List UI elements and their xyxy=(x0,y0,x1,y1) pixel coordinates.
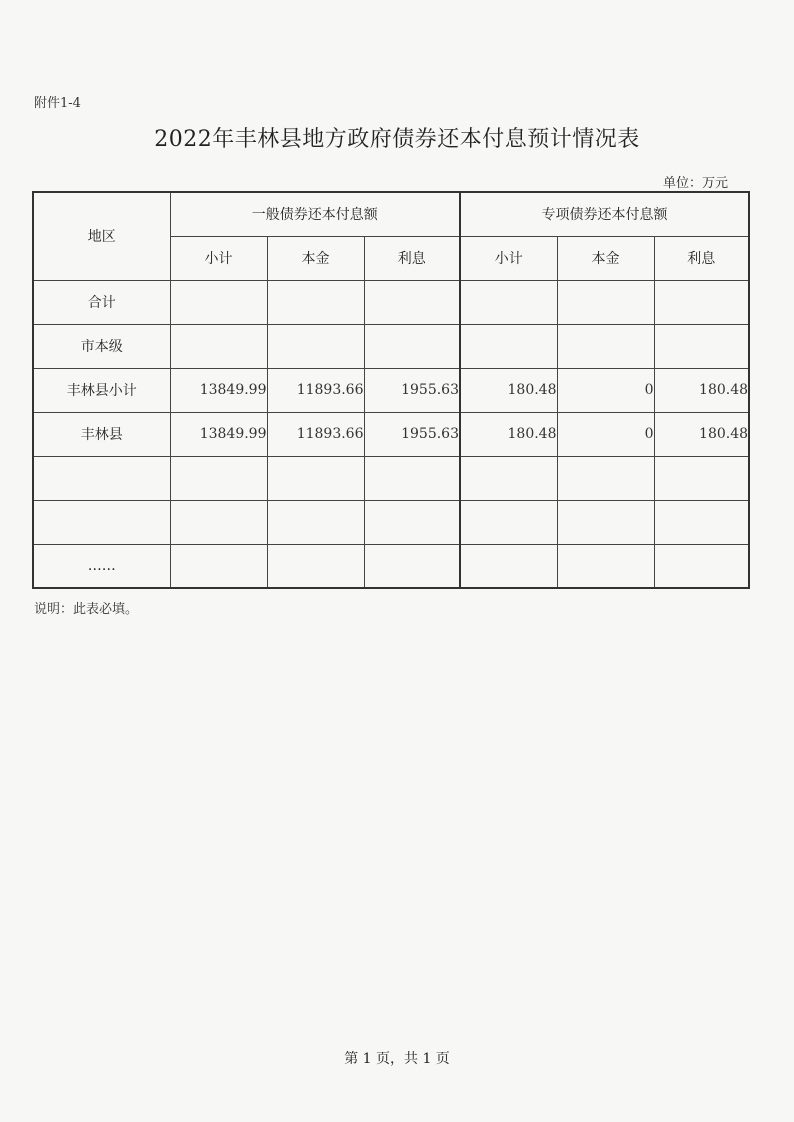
value-cell xyxy=(557,500,654,544)
value-cell xyxy=(654,500,749,544)
value-cell xyxy=(557,544,654,588)
value-cell xyxy=(364,456,460,500)
value-cell: 0 xyxy=(557,412,654,456)
value-cell: 13849.99 xyxy=(170,412,267,456)
value-cell xyxy=(557,456,654,500)
general-subtotal-header: 小计 xyxy=(170,236,267,280)
value-cell xyxy=(460,324,557,368)
value-cell xyxy=(460,456,557,500)
value-cell xyxy=(654,324,749,368)
value-cell xyxy=(267,324,364,368)
table-note: 说明：此表必填。 xyxy=(34,602,139,617)
value-cell xyxy=(267,544,364,588)
value-cell xyxy=(364,544,460,588)
value-cell: 11893.66 xyxy=(267,412,364,456)
value-cell xyxy=(170,544,267,588)
region-cell: 合计 xyxy=(33,280,170,324)
general-interest-header: 利息 xyxy=(364,236,460,280)
value-cell xyxy=(267,280,364,324)
general-bond-header: 一般债券还本付息额 xyxy=(170,192,460,236)
table-row xyxy=(33,324,749,368)
value-cell xyxy=(654,280,749,324)
table-row xyxy=(33,456,749,500)
value-cell: 0 xyxy=(557,368,654,412)
value-cell xyxy=(267,456,364,500)
value-cell: 180.48 xyxy=(460,412,557,456)
value-cell: 180.48 xyxy=(654,412,749,456)
value-cell: 1955.63 xyxy=(364,412,460,456)
value-cell xyxy=(654,544,749,588)
table-row xyxy=(33,412,749,456)
value-cell xyxy=(267,500,364,544)
special-bond-header: 专项债券还本付息额 xyxy=(460,192,749,236)
region-header: 地区 xyxy=(33,192,170,280)
table-row xyxy=(33,368,749,412)
value-cell xyxy=(364,324,460,368)
value-cell xyxy=(364,500,460,544)
value-cell xyxy=(170,280,267,324)
value-cell: 180.48 xyxy=(460,368,557,412)
value-cell xyxy=(557,280,654,324)
value-cell xyxy=(170,324,267,368)
debt-table xyxy=(32,191,750,589)
special-interest-header: 利息 xyxy=(654,236,749,280)
region-cell xyxy=(33,456,170,500)
value-cell: 11893.66 xyxy=(267,368,364,412)
region-cell: 丰林县 xyxy=(33,412,170,456)
table-row xyxy=(33,500,749,544)
attachment-label: 附件1-4 xyxy=(34,96,81,111)
table-row xyxy=(33,280,749,324)
region-cell: 市本级 xyxy=(33,324,170,368)
value-cell xyxy=(364,280,460,324)
unit-label: 单位：万元 xyxy=(662,176,728,191)
region-cell: 丰林县小计 xyxy=(33,368,170,412)
value-cell: 1955.63 xyxy=(364,368,460,412)
special-principal-header: 本金 xyxy=(557,236,654,280)
value-cell xyxy=(654,456,749,500)
value-cell xyxy=(460,280,557,324)
value-cell xyxy=(170,456,267,500)
special-subtotal-header: 小计 xyxy=(460,236,557,280)
page-title: 2022年丰林县地方政府债券还本付息预计情况表 xyxy=(154,127,640,152)
value-cell xyxy=(460,500,557,544)
page-footer: 第 1 页，共 1 页 xyxy=(344,1051,450,1067)
value-cell: 13849.99 xyxy=(170,368,267,412)
region-cell xyxy=(33,500,170,544)
general-principal-header: 本金 xyxy=(267,236,364,280)
value-cell xyxy=(170,500,267,544)
value-cell: 180.48 xyxy=(654,368,749,412)
value-cell xyxy=(460,544,557,588)
region-cell: …… xyxy=(33,544,170,588)
table-row xyxy=(33,544,749,588)
value-cell xyxy=(557,324,654,368)
